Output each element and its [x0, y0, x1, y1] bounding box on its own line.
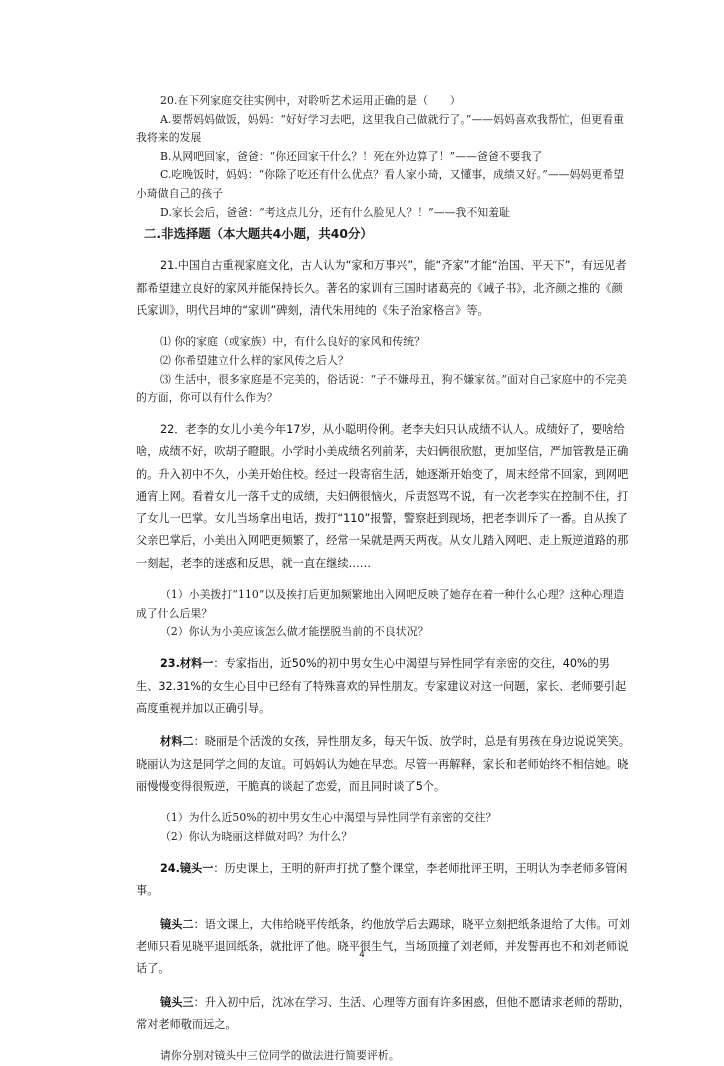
- question-20-option-d: D.家长会后，爸爸：“考这点儿分，还有什么脸见人？！”——我不知羞耻: [160, 205, 511, 219]
- scene-2-text: ：语文课上，大伟给晓平传纸条，约他放学后去踢球，晓平立刻把纸条退给了大伟。可刘老师只看见晓平退回纸条，就批评了他。晓平很生气，当场顶撞了刘老师，并发誓再也不和刘老师说话了。: [136, 917, 630, 976]
- question-22-sub-2: （2）你认为小美应该怎么做才能摆脱当前的不良状况？: [160, 625, 429, 639]
- question-23-sub-2: （2）你认为晓丽这样做对吗？为什么？: [160, 829, 353, 843]
- scene-1-text: ：历史课上，王明的鼾声打扰了整个课堂，李老师批评王明，王明认为李老师多管闲事。: [136, 861, 628, 898]
- scene-2-label: 镜头二: [160, 917, 194, 931]
- scene-3-text: ：升入初中后，沈冰在学习、生活、心理等方面有许多困惑，但他不愿请求老师的帮助，常对老师敬而远之。: [136, 995, 630, 1031]
- question-21-sub-1: ⑴ 你的家庭（或家族）中，有什么良好的家风和传统？: [160, 335, 426, 349]
- question-24-instruction: 请你分别对镜头中三位同学的做法进行简要评析。: [160, 1049, 400, 1063]
- section-heading: 二.非选择题（本大题共4小题，共40分）: [144, 226, 373, 242]
- question-20-option-a: A.要帮妈妈做饭，妈妈：“好好学习去吧，这里我自己做就行了。”——妈妈喜欢我帮忙，但更看重我将来的发展: [136, 112, 625, 145]
- material-1-text: ：专家指出，近50%的初中男女生心中渴望与异性同学有亲密的交往，40%的男生、32.31%的女生心目中已经有了特殊喜欢的异性朋友。专家建议对这一问题，家长、老师要引起高度重视并加以正确引导。: [136, 657, 627, 715]
- question-24-scene-3: [136, 992, 632, 1037]
- question-22-stem: 22．老李的女儿小美今年17岁，从小聪明伶俐。老李夫妇只认成绩不认人。成绩好了，要啥给啥，成绩不好，吹胡子瞪眼。小学时小美成绩名列前茅，夫妇俩很欣慰，更加坚信，严加管教是正确的。升入初中不久，小美开始住校。经过一段寄宿生活，她逐渐开始变了，周末经常不回家，到网吧通宵上网。看着女儿一落千丈的成绩，夫妇俩很恼火，斥责怒骂不说，有一次老李实在控制不住，打了女儿一巴掌。女儿当场拿出电话，拨打“110”报警，警察赶到现场，把老李训斥了一番。自从挨了父亲巴掌后，小美出入网吧更频繁了，经常一呆就是两天两夜。从女儿踏入网吧、走上叛逆道路的那一刻起，老李的迷惑和反思，就一直在继续……: [136, 422, 629, 570]
- question-23-material-1: [136, 653, 632, 720]
- question-24-scene-1: [136, 858, 632, 903]
- question-21-sub-3: ⑶ 生活中，很多家庭是不完美的，俗话说：“子不嫌母丑，狗不嫌家贫。”面对自己家庭中的不完美的方面，你可以有什么作为？: [136, 372, 628, 405]
- question-24-scene-2: [136, 914, 632, 981]
- question-21-stem: 21.中国自古重视家庭文化，古人认为“家和万事兴”，能“齐家”才能“治国、平天下”，有远见者都希望建立良好的家风并能保持长久。著名的家训有三国时诸葛亮的《诫子书》，北齐颜之推的《颜氏家训》，明代吕坤的“家训”碑刻，清代朱用纯的《朱子治家格言》等。: [136, 259, 627, 317]
- question-20-stem: 20.在下列家庭交往实例中，对聆听艺术运用正确的是（ ）: [160, 94, 461, 107]
- material-2-text: ：晓丽是个活泼的女孩，异性朋友多，每天午饭、放学时，总是有男孩在身边说说笑笑。晓丽认为这是同学之间的友谊。可妈妈认为她在早恋。尽管一再解释，家长和老师始终不相信她。晓丽慢慢变得很叛逆，干脆真的谈起了恋爱，而且同时谈了5个。: [136, 735, 630, 793]
- scene-1-label: 24.镜头一: [160, 861, 214, 875]
- question-21-sub-2: ⑵ 你希望建立什么样的家风传之后人？: [160, 354, 349, 368]
- material-2-label: 材料二: [160, 735, 194, 749]
- question-22-sub-1: （1）小美拨打“110”以及挨打后更加频繁地出入网吧反映了她存在着一种什么心理？这种心理造成了什么后果？: [136, 588, 625, 620]
- page-number: 4: [359, 950, 365, 960]
- question-23-material-2: [136, 731, 632, 798]
- page-content: [136, 92, 632, 1066]
- question-23-sub-1: （1）为什么近50%的初中男女生心中渴望与异性同学有亲密的交往？: [160, 811, 497, 825]
- question-20-option-b: B.从网吧回家，爸爸：“你还回家干什么？！死在外边算了！”——爸爸不要我了: [160, 149, 543, 163]
- material-1-label: 23.材料一: [160, 657, 214, 671]
- question-20-option-c: C.吃晚饭时，妈妈：“你除了吃还有什么优点？看人家小琦，又懂事，成绩又好。”——妈妈更希望小琦做自己的孩子: [136, 168, 625, 200]
- scene-3-label: 镜头三: [160, 995, 194, 1009]
